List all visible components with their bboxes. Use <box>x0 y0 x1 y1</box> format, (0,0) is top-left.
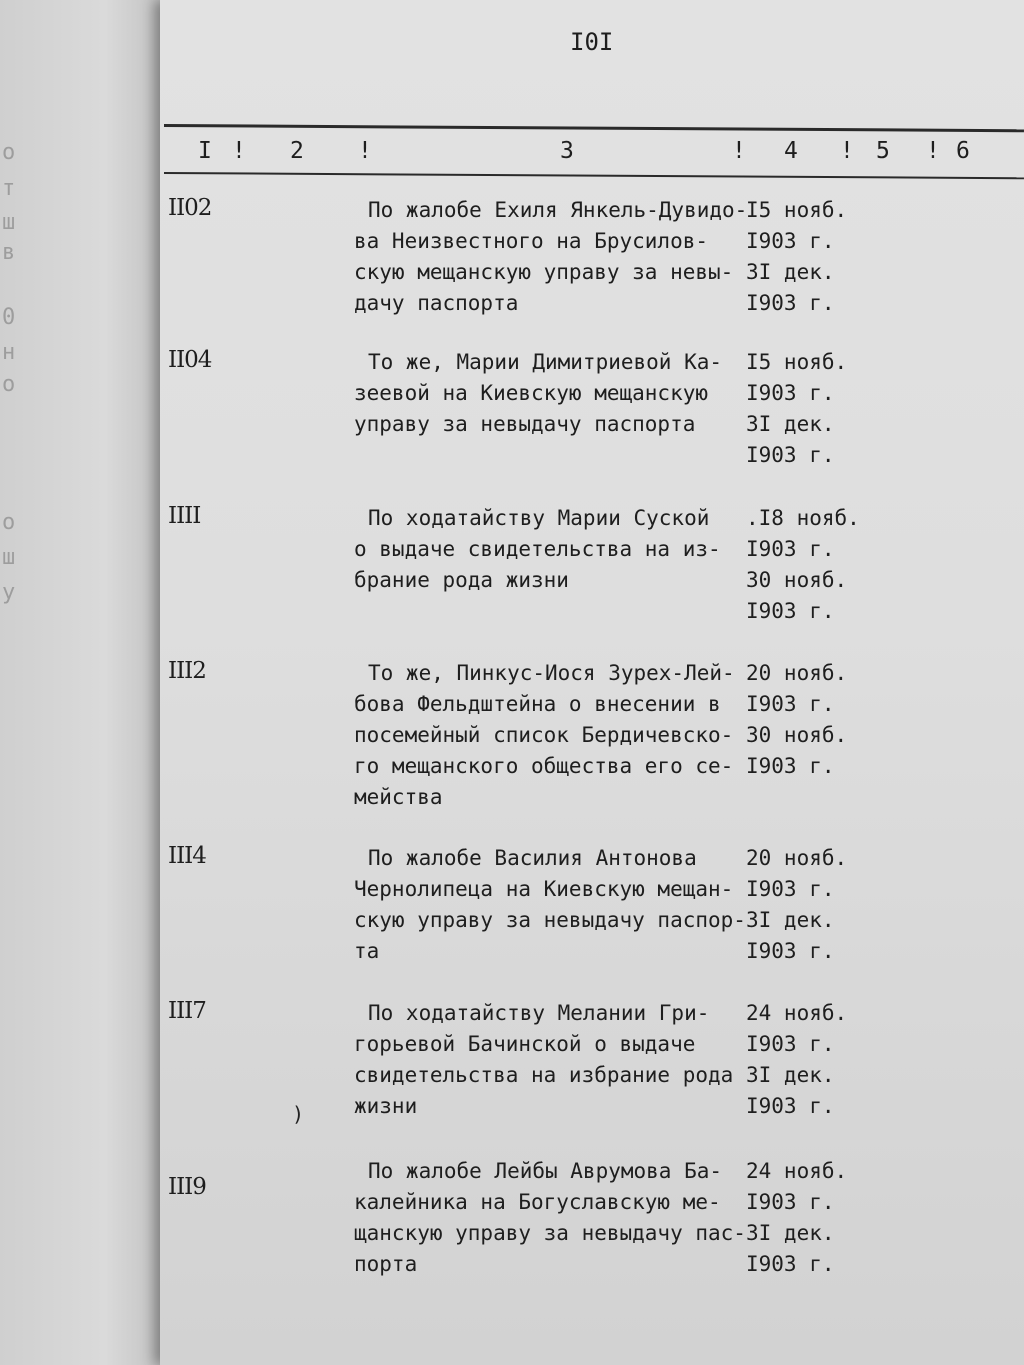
document-page <box>160 0 1024 1365</box>
column-separator: ! <box>358 138 372 164</box>
entry-number: III7 <box>168 998 206 1024</box>
entry-number: III4 <box>168 843 206 869</box>
entry-number: III2 <box>168 658 206 684</box>
bleed-mark: о <box>2 510 16 535</box>
bleed-mark: т <box>2 176 16 201</box>
entry-number: III9 <box>168 1174 206 1200</box>
bleed-mark: н <box>2 340 16 365</box>
bleed-mark: o <box>2 140 16 165</box>
margin-tick-mark: ) <box>292 1102 305 1126</box>
column-header-2: 2 <box>290 138 304 164</box>
column-separator: ! <box>926 138 940 164</box>
column-header-6: 6 <box>956 138 970 164</box>
bleed-mark: у <box>2 580 16 605</box>
entry-dates: .I8 нояб. I903 г. 30 нояб. I903 г. <box>746 506 860 623</box>
entry-description: По жалобе Лейбы Аврумова Ба- калейника на Богуславскую ме- щанскую управу за невыдачу пас- порта <box>354 1159 746 1276</box>
column-separator: ! <box>232 138 246 164</box>
bleed-mark: в <box>2 240 16 265</box>
header-rule-top <box>164 124 1024 132</box>
bleed-mark: о <box>2 372 16 397</box>
bleed-mark: ш <box>2 210 16 235</box>
entry-dates: I5 нояб. I903 г. 3I дек. I903 г. <box>746 198 848 315</box>
entry-dates: 20 нояб. I903 г. 3I дек. I903 г. <box>746 846 848 963</box>
column-header-1: I <box>198 138 212 164</box>
entry-description: По ходатайству Марии Суской о выдаче свидетельства на из- брание рода жизни <box>354 506 721 592</box>
entry-description: По ходатайству Мелании Гри- горьевой Бачинской о выдаче свидетельства на избрание рода жизни <box>354 1001 734 1118</box>
entry-dates: 24 нояб. I903 г. 3I дек. I903 г. <box>746 1159 848 1276</box>
entry-number: II04 <box>168 347 212 373</box>
column-separator: ! <box>732 138 746 164</box>
column-header-5: 5 <box>876 138 890 164</box>
entry-dates: I5 нояб. I903 г. 3I дек. I903 г. <box>746 350 848 467</box>
entry-description: По жалобе Василия Антонова Чернолипеца на Киевскую мещан- скую управу за невыдачу паспор- та <box>354 846 746 963</box>
entry-dates: 24 нояб. I903 г. 3I дек. I903 г. <box>746 1001 848 1118</box>
column-header-3: 3 <box>560 138 574 164</box>
entry-description: То же, Марии Димитриевой Ка- зеевой на Киевскую мещанскую управу за невыдачу паспорта <box>354 350 723 436</box>
entry-dates: 20 нояб. I903 г. 30 нояб. I903 г. <box>746 661 848 778</box>
column-separator: ! <box>840 138 854 164</box>
entry-number: II02 <box>168 195 212 221</box>
column-header-4: 4 <box>784 138 798 164</box>
bleed-mark: ш <box>2 545 16 570</box>
entry-number: IIII <box>168 503 201 529</box>
entry-description: По жалобе Ехиля Янкель-Дувидо- ва Неизвестного на Брусилов- скую мещанскую управу за невы- дачу паспорта <box>354 198 748 315</box>
bleed-mark: 0 <box>2 305 16 330</box>
header-rule-bottom <box>164 172 1024 179</box>
previous-page-edge <box>0 0 175 1365</box>
entry-description: То же, Пинкус-Иося Зурех-Лей- бова Фельдштейна о внесении в посемейный список Бердичевско- го мещанского общества его се- мейства <box>354 661 735 809</box>
page-number: I0I <box>570 28 614 56</box>
